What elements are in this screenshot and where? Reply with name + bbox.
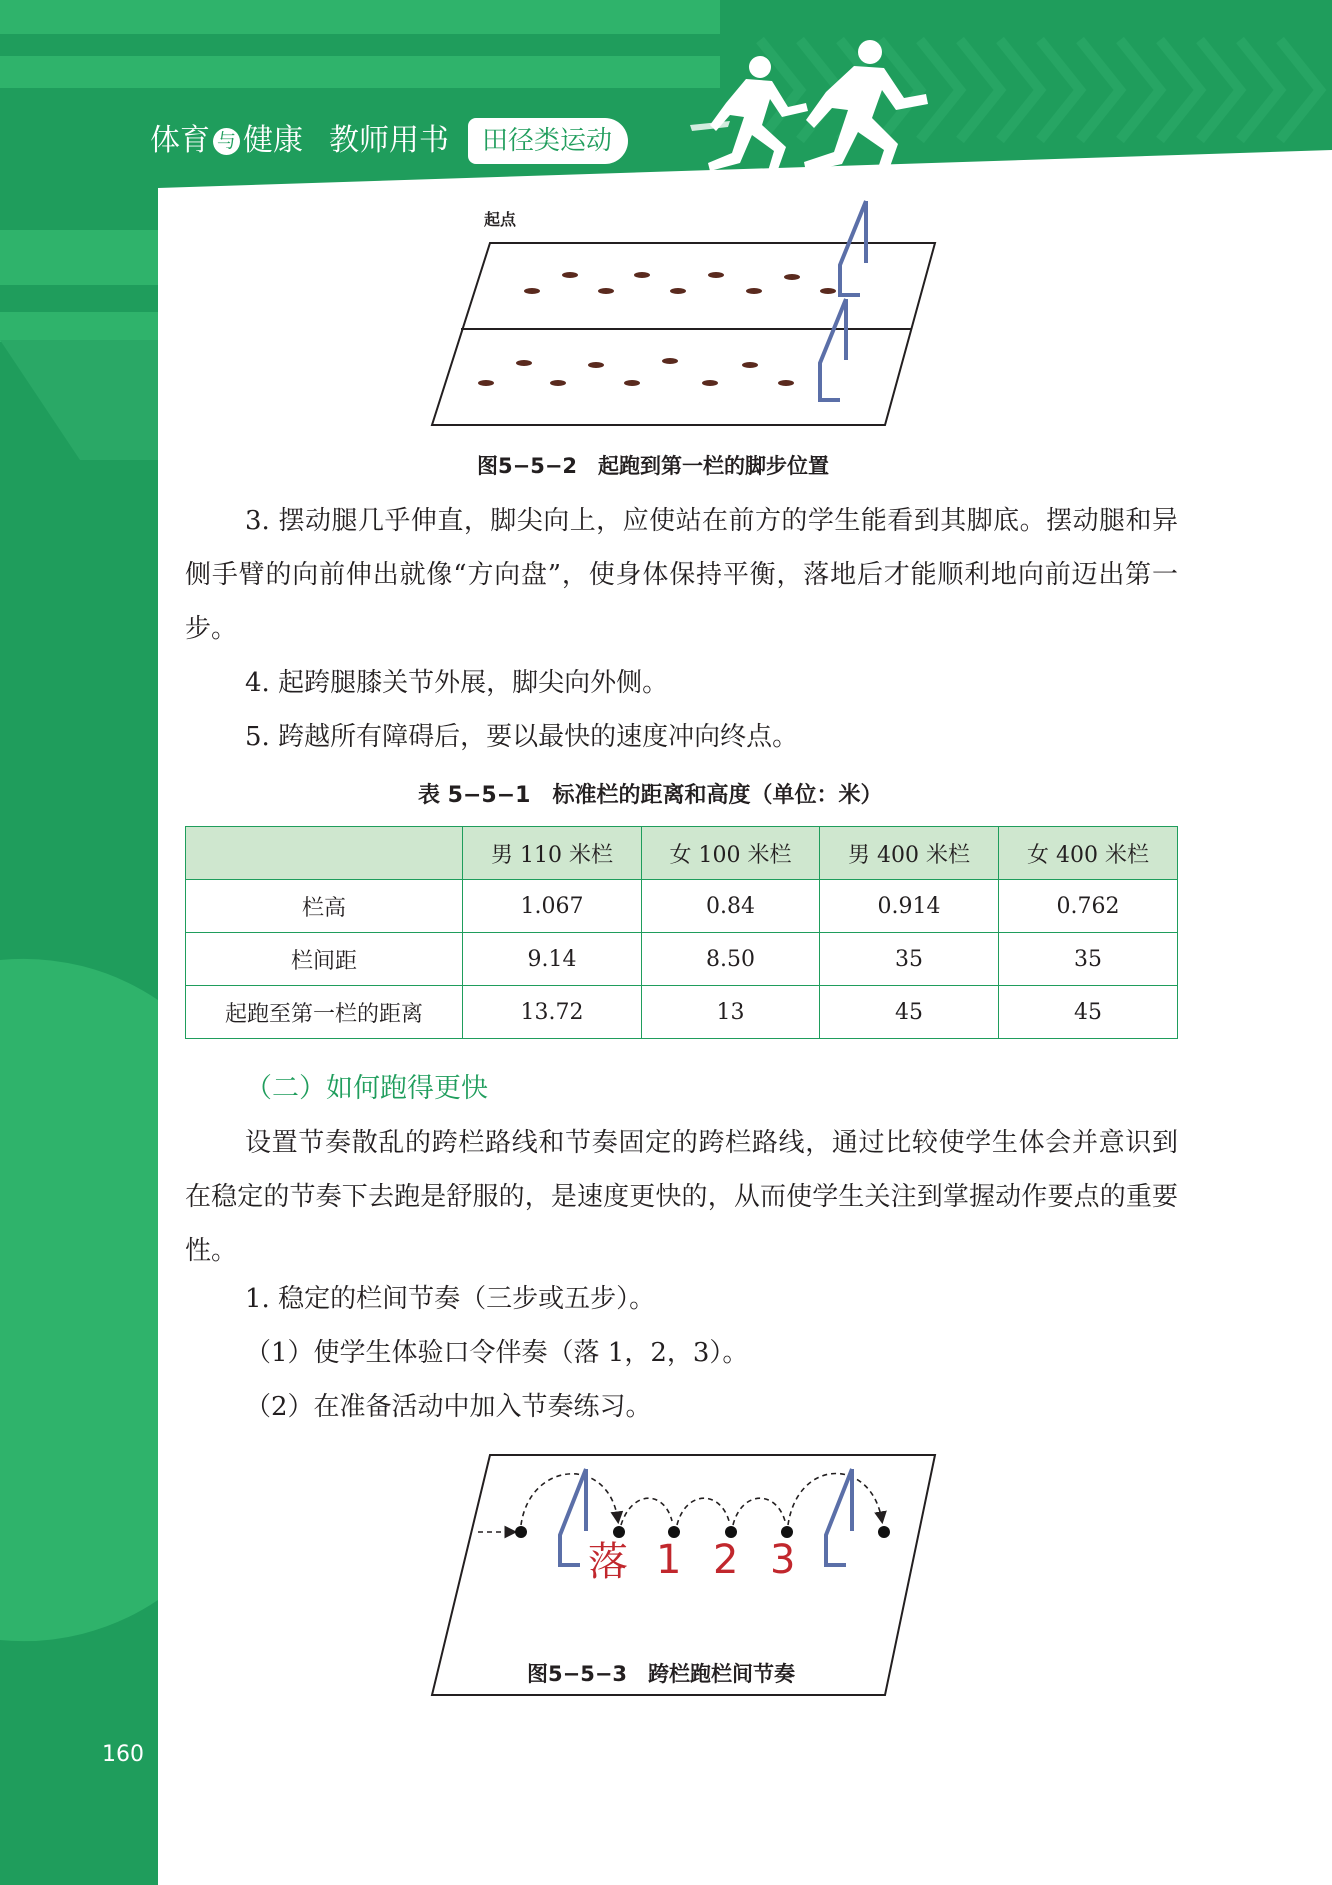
table-cell: 0.762 — [999, 880, 1178, 933]
rhythm-label-luo: 落 — [588, 1539, 628, 1585]
table-cell: 13 — [642, 986, 820, 1039]
rhythm-label-3: 3 — [770, 1537, 796, 1583]
table-cell: 栏高 — [186, 880, 463, 933]
table-cell: 9.14 — [463, 933, 642, 986]
table-cell: 栏间距 — [186, 933, 463, 986]
rhythm-label-1: 1 — [656, 1537, 682, 1583]
hurdle-standards-table — [185, 826, 1178, 1039]
figure-2-caption: 图5−5−3 跨栏跑栏间节奏 — [527, 1662, 796, 1686]
rhythm-labels — [588, 1537, 795, 1585]
book-title — [150, 118, 449, 164]
item-1: 1. 稳定的栏间节奏（三步或五步）。 — [245, 1284, 656, 1314]
table-cell: 13.72 — [463, 986, 642, 1039]
table-caption: 表 5−5−1 标准栏的距离和高度（单位：米） — [418, 783, 883, 808]
table-header-row — [186, 827, 1178, 880]
item-1-2: （2）在准备活动中加入节奏练习。 — [245, 1392, 652, 1422]
step-dots — [515, 1526, 890, 1538]
table-header-cell — [186, 827, 463, 880]
table-cell: 1.067 — [463, 880, 642, 933]
table-header-cell: 女 400 米栏 — [999, 827, 1178, 880]
paragraph-4: 4. 起跨腿膝关节外展，脚尖向外侧。 — [245, 668, 669, 698]
book-title-part2: 健康 — [243, 123, 303, 158]
table-row — [186, 933, 1178, 986]
figure-1-caption: 图5−5−2 起跑到第一栏的脚步位置 — [477, 454, 830, 478]
footprints-lane-1 — [524, 272, 836, 294]
table-header-cell: 男 110 米栏 — [463, 827, 642, 880]
book-title-part3: 教师用书 — [329, 123, 449, 158]
rhythm-label-2: 2 — [713, 1537, 739, 1583]
book-title-part1: 体育 — [150, 123, 210, 158]
table-cell: 0.914 — [820, 880, 999, 933]
table-row — [186, 880, 1178, 933]
table-cell: 35 — [820, 933, 999, 986]
page-number: 160 — [102, 1742, 144, 1767]
table-header-cell: 女 100 米栏 — [642, 827, 820, 880]
table-row — [186, 986, 1178, 1039]
footprints-lane-2 — [478, 358, 794, 386]
start-label: 起点 — [484, 210, 517, 229]
table-cell: 35 — [999, 933, 1178, 986]
table-header-cell: 男 400 米栏 — [820, 827, 999, 880]
table-cell: 0.84 — [642, 880, 820, 933]
table-cell: 45 — [999, 986, 1178, 1039]
table-cell: 45 — [820, 986, 999, 1039]
hurdles-figure-1 — [820, 201, 866, 400]
paragraph-3: 3. 摆动腿几乎伸直，脚尖向上，应使站在前方的学生能看到其脚底。摆动腿和异侧手臂的向前伸出就像“方向盘”，使身体保持平衡，落地后才能顺利地向前迈出第一步。 — [185, 506, 1178, 644]
section-intro: 设置节奏散乱的跨栏路线和节奏固定的跨栏路线，通过比较使学生体会并意识到在稳定的节奏下去跑是舒服的，是速度更快的，从而使学生关注到掌握动作要点的重要性。 — [185, 1128, 1178, 1266]
paragraph-5: 5. 跨越所有障碍后，要以最快的速度冲向终点。 — [245, 722, 799, 752]
chapter-tag: 田径类运动 — [468, 118, 628, 164]
table-cell: 8.50 — [642, 933, 820, 986]
book-title-connector: 与 — [213, 128, 240, 155]
item-1-1: （1）使学生体验口令伴奏（落 1，2，3）。 — [245, 1338, 749, 1368]
table-cell: 起跑至第一栏的距离 — [186, 986, 463, 1039]
section-heading: （二）如何跑得更快 — [245, 1073, 488, 1104]
figure-start-to-first-hurdle — [420, 195, 950, 430]
